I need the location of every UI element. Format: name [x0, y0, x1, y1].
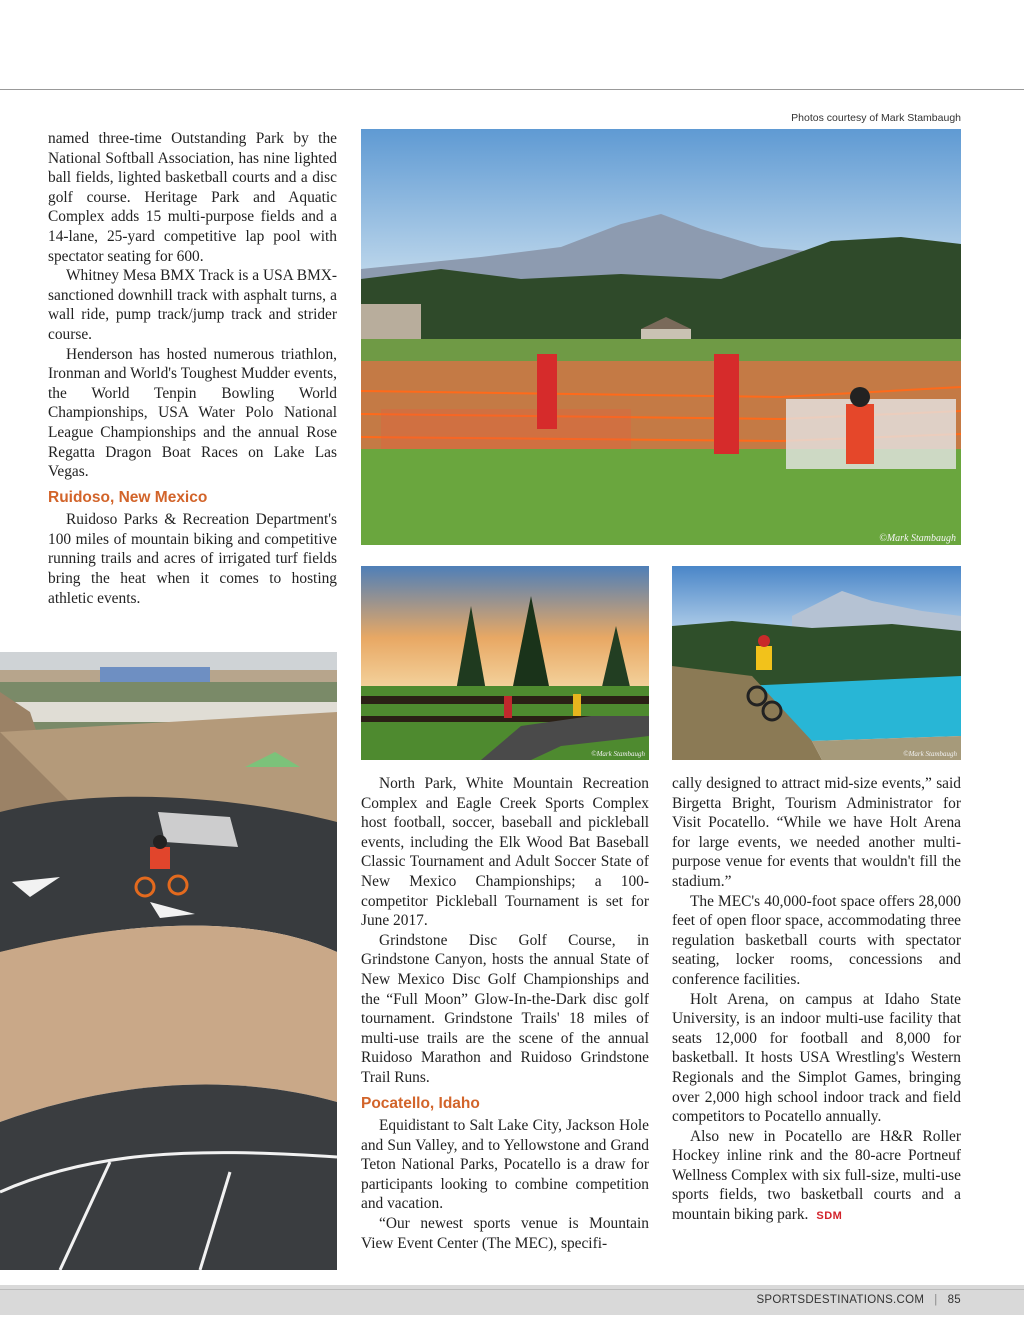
photo-watermark: ©Mark Stambaugh: [879, 533, 956, 544]
paragraph: Ruidoso Parks & Recreation Department's 100 miles of mountain biking and competitive running trails and acres of irrigated turf fields bring the heat when it comes to hosting athletic events.: [48, 511, 337, 607]
paragraph-last: [672, 1127, 961, 1227]
photo-watermark: ©Mark Stambaugh: [591, 750, 645, 758]
paragraph: North Park, White Mountain Recreation Complex and Eagle Creek Sports Complex host football, soccer, baseball and pickleball events, including the Elk Wood Bat Baseball Classic Tournament and Adult Soccer State of New Mexico Championships; a 100-competitor Pickleball Tournament is set for June 2017.: [361, 775, 649, 930]
paragraph: Equidistant to Salt Lake City, Jackson Hole and Sun Valley, and to Yellowstone and Grand Teton National Parks, Pocatello is a draw for participants looking to combine competition and vacation.: [361, 1117, 649, 1213]
paragraph-text: Also new in Pocatello are H&R Roller Hockey inline rink and the 80-acre Portneuf Wellness Complex with six full-size, multi-use sports fields, two basketball courts and a mountain biking park.: [672, 1127, 961, 1224]
page-number: 85: [947, 1294, 961, 1306]
photo-watermark: ©Mark Stambaugh: [903, 750, 957, 758]
paragraph: cally designed to attract mid-size events,” said Birgetta Bright, Tourism Administrator for Visit Pocatello. “While we have Holt Arena for large events, we needed another multi-purpose venue for events that wouldn't fill the stadium.”: [672, 775, 961, 890]
left-column: [48, 129, 337, 608]
section-heading-pocatello: Pocatello, Idaho: [361, 1094, 480, 1112]
footer-separator: |: [934, 1294, 938, 1306]
photo-credit: Photos courtesy of Mark Stambaugh: [791, 112, 961, 124]
middle-column: [361, 774, 649, 1253]
footer: [756, 1294, 961, 1306]
section-heading-ruidoso: Ruidoso, New Mexico: [48, 488, 208, 506]
footer-site: SPORTSDESTINATIONS.COM: [756, 1294, 925, 1306]
paragraph: Henderson has hosted numerous triathlon, Ironman and World's Toughest Mudder events, the World Tenpin Bowling World Championships, USA Water Polo National League Championships and the annual Rose Regatta Dragon Boat Races on Lake Las Vegas.: [48, 345, 337, 481]
sdm-end-mark: SDM: [816, 1210, 843, 1223]
baseball-game-photo: [361, 129, 961, 545]
bmx-track-photo: [0, 652, 337, 1270]
paragraph: Grindstone Disc Golf Course, in Grindstone Canyon, hosts the annual State of New Mexico Disc Golf Championships and the “Full Moon” Glow-In-the-Dark disc golf tournament. Grindstone Trails' 18 miles of multi-use trails are the scene of the annual Ruidoso Marathon and Ruidoso Grindstone Trail Runs.: [361, 931, 649, 1086]
paragraph: Whitney Mesa BMX Track is a USA BMX-sanctioned downhill track with asphalt turns, a wall ride, pump track/jump track and strider course.: [48, 267, 337, 343]
paragraph: Holt Arena, on campus at Idaho State University, is an indoor multi-use facility that seats 12,000 for football and 8,000 for basketball. It hosts USA Wrestling's Western Regionals and the Simplot Games, bringing over 2,000 high school indoor track and field competitors to Pocatello annually.: [672, 990, 961, 1126]
mountain-biking-photo: [672, 566, 961, 760]
paragraph: named three-time Outstanding Park by the National Softball Association, has nine lighted ball fields, lighted basketball courts and a disc golf course. Heritage Park and Aquatic Complex adds 15 multi-purpose fields and a 14-lane, 25-yard competitive lap pool with spectator seating for 600.: [48, 130, 337, 265]
paragraph: The MEC's 40,000-foot space offers 28,000 feet of open floor space, accommodating three regulation basketball courts with spectator seating, locker rooms, concessions and conference facilities.: [672, 892, 961, 988]
right-column: [672, 774, 961, 1227]
footer-rule: [0, 1289, 1024, 1290]
trail-running-photo: [361, 566, 649, 760]
paragraph: “Our newest sports venue is Mountain View Event Center (The MEC), specifi-: [361, 1215, 649, 1252]
top-rule: [0, 89, 1024, 90]
